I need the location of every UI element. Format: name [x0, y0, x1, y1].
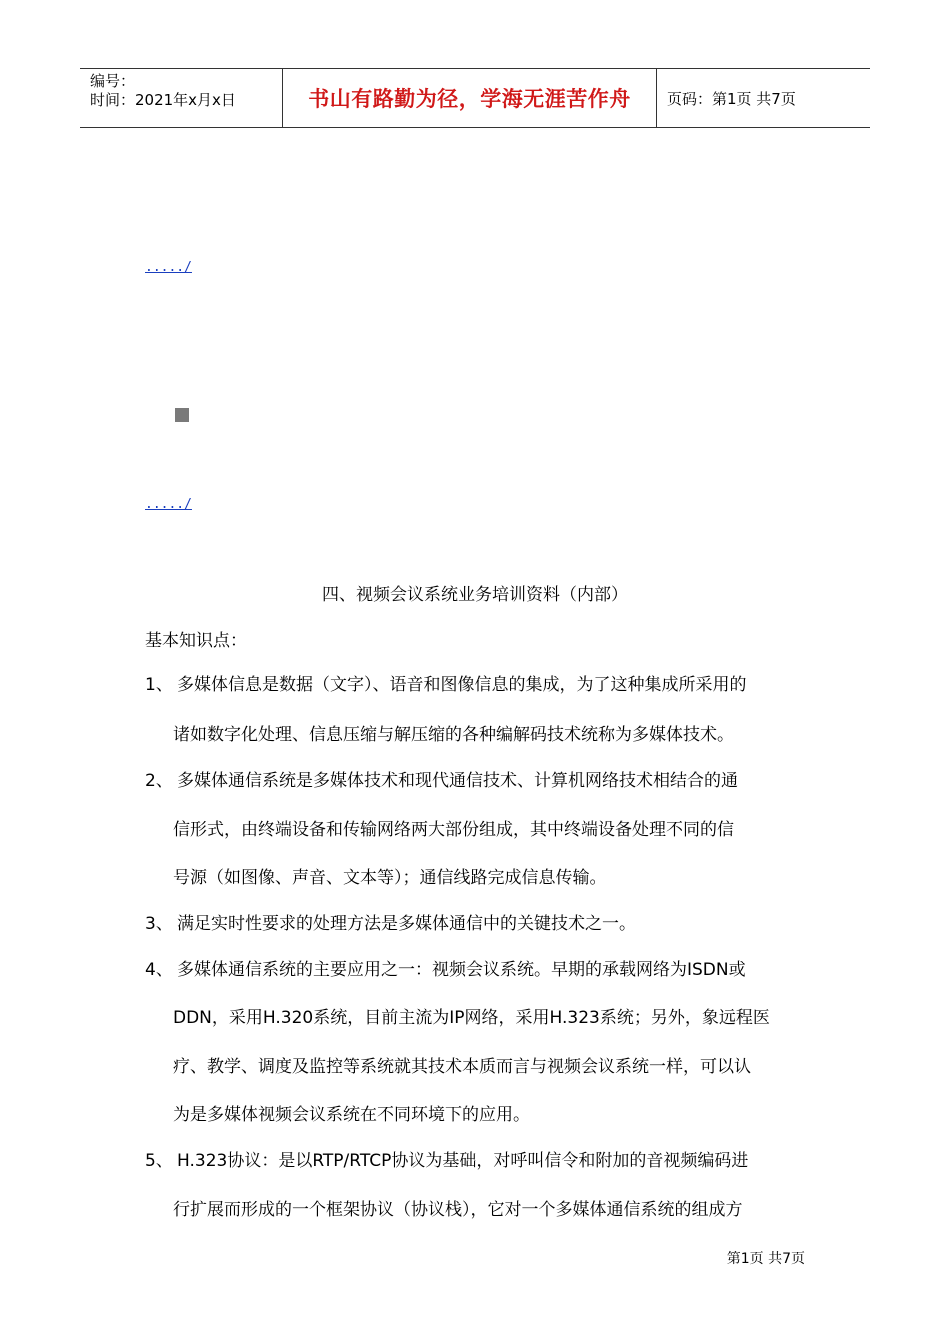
- item-5-line-2: 行扩展而形成的一个框架协议（协议栈），它对一个多媒体通信系统的组成方: [173, 1200, 743, 1220]
- item-2-line-3: 号源（如图像、声音、文本等）；通信线路完成信息传输。: [173, 868, 607, 888]
- item-1-line-2: 诸如数字化处理、信息压缩与解压缩的各种编解码技术统称为多媒体技术。: [173, 725, 734, 745]
- header-page-info: 页码：第1页 共7页: [667, 89, 796, 108]
- item-3-line-1: 满足实时性要求的处理方法是多媒体通信中的关键技术之一。: [177, 914, 636, 934]
- item-3-number: 3、: [145, 914, 173, 934]
- item-4-number: 4、: [145, 960, 173, 980]
- page-footer: 第1页 共7页: [726, 1251, 805, 1267]
- document-title: 四、视频会议系统业务培训资料（内部）: [322, 585, 628, 605]
- link-1[interactable]: ...../: [145, 260, 192, 275]
- item-4-line-2: DDN，采用H.320系统，目前主流为IP网络，采用H.323系统；另外，象远程医: [173, 1008, 770, 1028]
- item-4-line-1: 多媒体通信系统的主要应用之一：视频会议系统。早期的承载网络为ISDN或: [177, 960, 746, 980]
- item-4-line-4: 为是多媒体视频会议系统在不同环境下的应用。: [173, 1105, 530, 1125]
- item-2-number: 2、: [145, 771, 173, 791]
- header-meta: [80, 69, 282, 127]
- basic-knowledge-label: 基本知识点：: [145, 631, 247, 651]
- page-header: [80, 68, 870, 128]
- item-4-line-3: 疗、教学、调度及监控等系统就其技术本质而言与视频会议系统一样，可以认: [173, 1057, 751, 1077]
- item-5-number: 5、: [145, 1151, 173, 1171]
- number-label: 编号：: [90, 72, 136, 90]
- item-2-line-1: 多媒体通信系统是多媒体技术和现代通信技术、计算机网络技术相结合的通: [177, 771, 738, 791]
- item-1-line-1: 多媒体信息是数据（文字）、语音和图像信息的集成，为了这种集成所采用的: [177, 675, 747, 695]
- header-motto: 书山有路勤为径，学海无涯苦作舟: [282, 69, 657, 127]
- item-5-line-1: H.323协议：是以RTP/RTCP协议为基础，对呼叫信令和附加的音视频编码进: [177, 1151, 749, 1171]
- item-2-line-2: 信形式，由终端设备和传输网络两大部份组成，其中终端设备处理不同的信: [173, 820, 734, 840]
- square-bullet-icon: [175, 408, 189, 422]
- time-label: 时间：2021年x月x日: [90, 91, 236, 109]
- link-2[interactable]: ...../: [145, 497, 192, 512]
- item-1-number: 1、: [145, 675, 173, 695]
